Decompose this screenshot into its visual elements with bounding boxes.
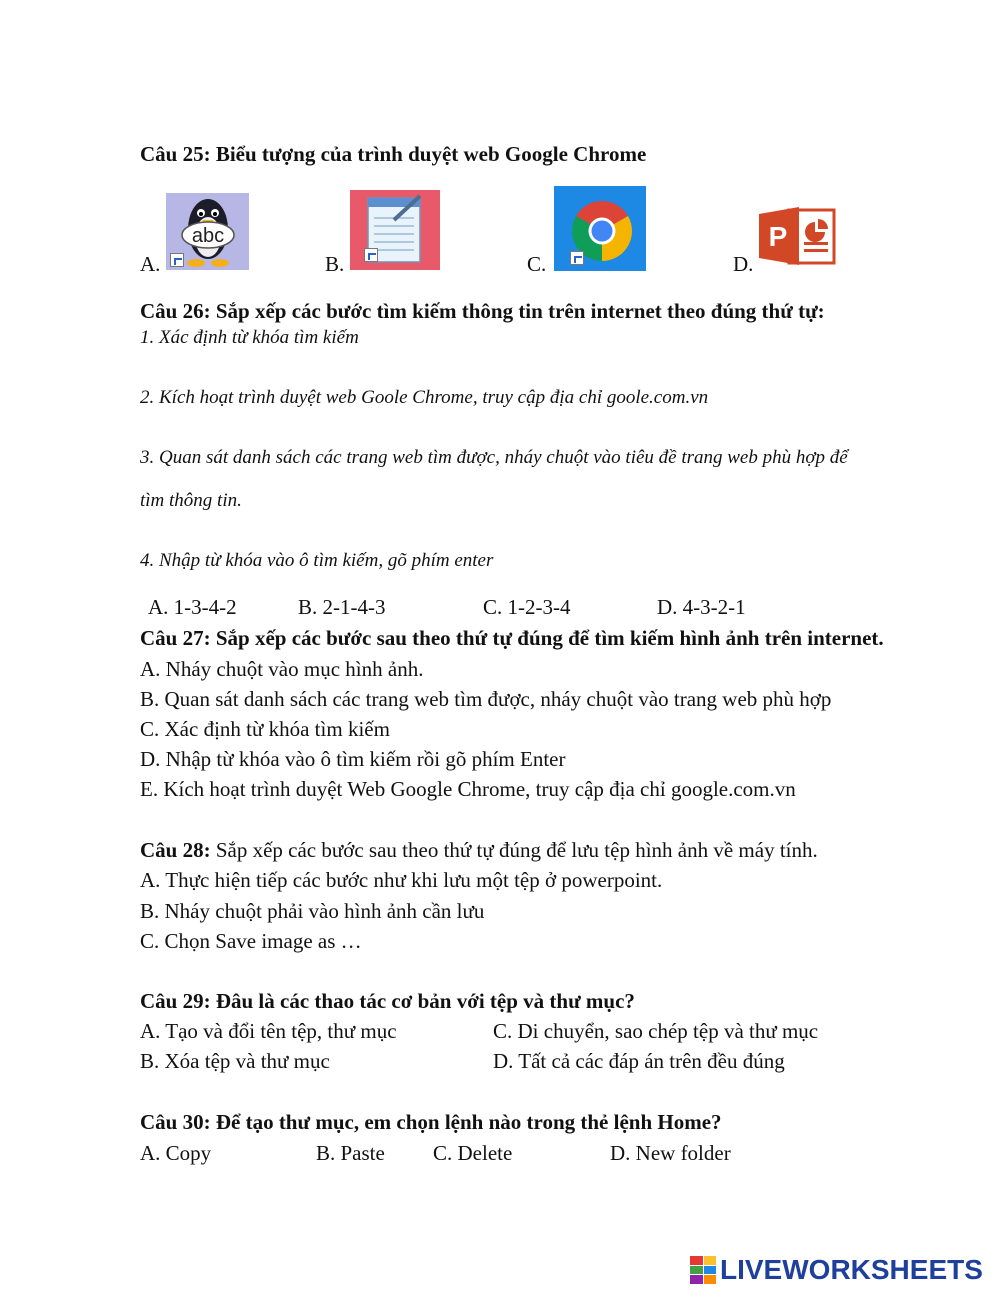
q27-title-prefix: Câu 27	[140, 626, 204, 650]
q28-item-b: B. Nháy chuột phải vào hình ảnh cần lưu	[140, 899, 485, 923]
q26-step-4: 4. Nhập từ khóa vào ô tìm kiếm, gõ phím enter	[140, 550, 494, 571]
q26-step-3: 3. Quan sát danh sách các trang web tìm được, nháy chuột vào tiêu đề trang web phù hợp để	[140, 447, 848, 468]
shortcut-arrow-icon	[170, 253, 184, 267]
tux-paint-icon[interactable]	[166, 193, 249, 270]
ppt-letter: P	[768, 221, 788, 252]
q26-step-2: 2. Kích hoạt trình duyệt web Goole Chrome, truy cập địa chỉ goole.com.vn	[140, 387, 709, 408]
q26-step-3-cont: tìm thông tin.	[140, 490, 242, 511]
shortcut-arrow-icon	[364, 248, 378, 262]
q30-option-a: A. Copy	[140, 1141, 212, 1165]
q27-item-d: D. Nhập từ khóa vào ô tìm kiếm rồi gõ phím Enter	[140, 747, 566, 771]
q29-option-d: D. Tất cả các đáp án trên đều đúng	[493, 1049, 785, 1073]
q25-option-a-label: A.	[140, 252, 161, 276]
q30-option-d: D. New folder	[610, 1141, 731, 1165]
q29-option-a: A. Tạo và đổi tên tệp, thư mục	[140, 1019, 397, 1043]
q28-title-prefix: Câu 28:	[140, 838, 211, 862]
powerpoint-icon[interactable]	[757, 206, 837, 266]
q27-item-b: B. Quan sát danh sách các trang web tìm được, nháy chuột vào trang web phù hợp	[140, 687, 832, 711]
abc-text: abc	[191, 225, 225, 247]
q26-title: Câu 26: Sắp xếp các bước tìm kiếm thông tin trên internet theo đúng thứ tự:	[140, 299, 825, 323]
q26-option-a: A. 1-3-4-2	[148, 595, 237, 619]
q27-item-a: A. Nháy chuột vào mục hình ảnh.	[140, 657, 424, 681]
q27-title-rest: : Sắp xếp các bước sau theo thứ tự đúng để tìm kiếm hình ảnh trên internet.	[203, 626, 884, 650]
q29-option-b: B. Xóa tệp và thư mục	[140, 1049, 330, 1073]
shortcut-arrow-icon	[570, 251, 584, 265]
liveworksheets-brand: LIVEWORKSHEETS	[720, 1254, 983, 1285]
google-chrome-icon[interactable]	[554, 186, 646, 271]
q27-title	[140, 625, 884, 651]
q25-option-d-label: D.	[733, 252, 754, 276]
q27-item-e: E. Kích hoạt trình duyệt Web Google Chrome, truy cập địa chỉ google.com.vn	[140, 777, 796, 801]
q26-option-c: C. 1-2-3-4	[483, 595, 571, 619]
notepad-icon[interactable]	[350, 190, 440, 270]
q27-item-c: C. Xác định từ khóa tìm kiếm	[140, 717, 390, 741]
q25-option-b-label: B.	[325, 252, 345, 276]
q26-option-b: B. 2-1-4-3	[298, 595, 386, 619]
liveworksheets-logo-icon	[690, 1256, 716, 1284]
q29-title: Câu 29: Đâu là các thao tác cơ bản với tệp và thư mục?	[140, 989, 635, 1013]
q28-item-a: A. Thực hiện tiếp các bước như khi lưu một tệp ở powerpoint.	[140, 868, 663, 892]
q30-option-b: B. Paste	[316, 1141, 385, 1165]
q29-option-c: C. Di chuyển, sao chép tệp và thư mục	[493, 1019, 819, 1043]
q25-option-c-label: C.	[527, 252, 547, 276]
q25-title: Câu 25: Biểu tượng của trình duyệt web Google Chrome	[140, 142, 647, 166]
q28-item-c: C. Chọn Save image as …	[140, 929, 362, 953]
q30-option-c: C. Delete	[433, 1141, 513, 1165]
q26-step-1: 1. Xác định từ khóa tìm kiếm	[140, 327, 359, 348]
q26-option-d: D. 4-3-2-1	[657, 595, 746, 619]
q28-title-rest: Sắp xếp các bước sau theo thứ tự đúng để lưu tệp hình ảnh về máy tính.	[210, 838, 818, 862]
q28-title	[140, 837, 818, 863]
liveworksheets-logo	[690, 1252, 983, 1288]
q30-title: Câu 30: Để tạo thư mục, em chọn lệnh nào trong thẻ lệnh Home?	[140, 1110, 722, 1134]
